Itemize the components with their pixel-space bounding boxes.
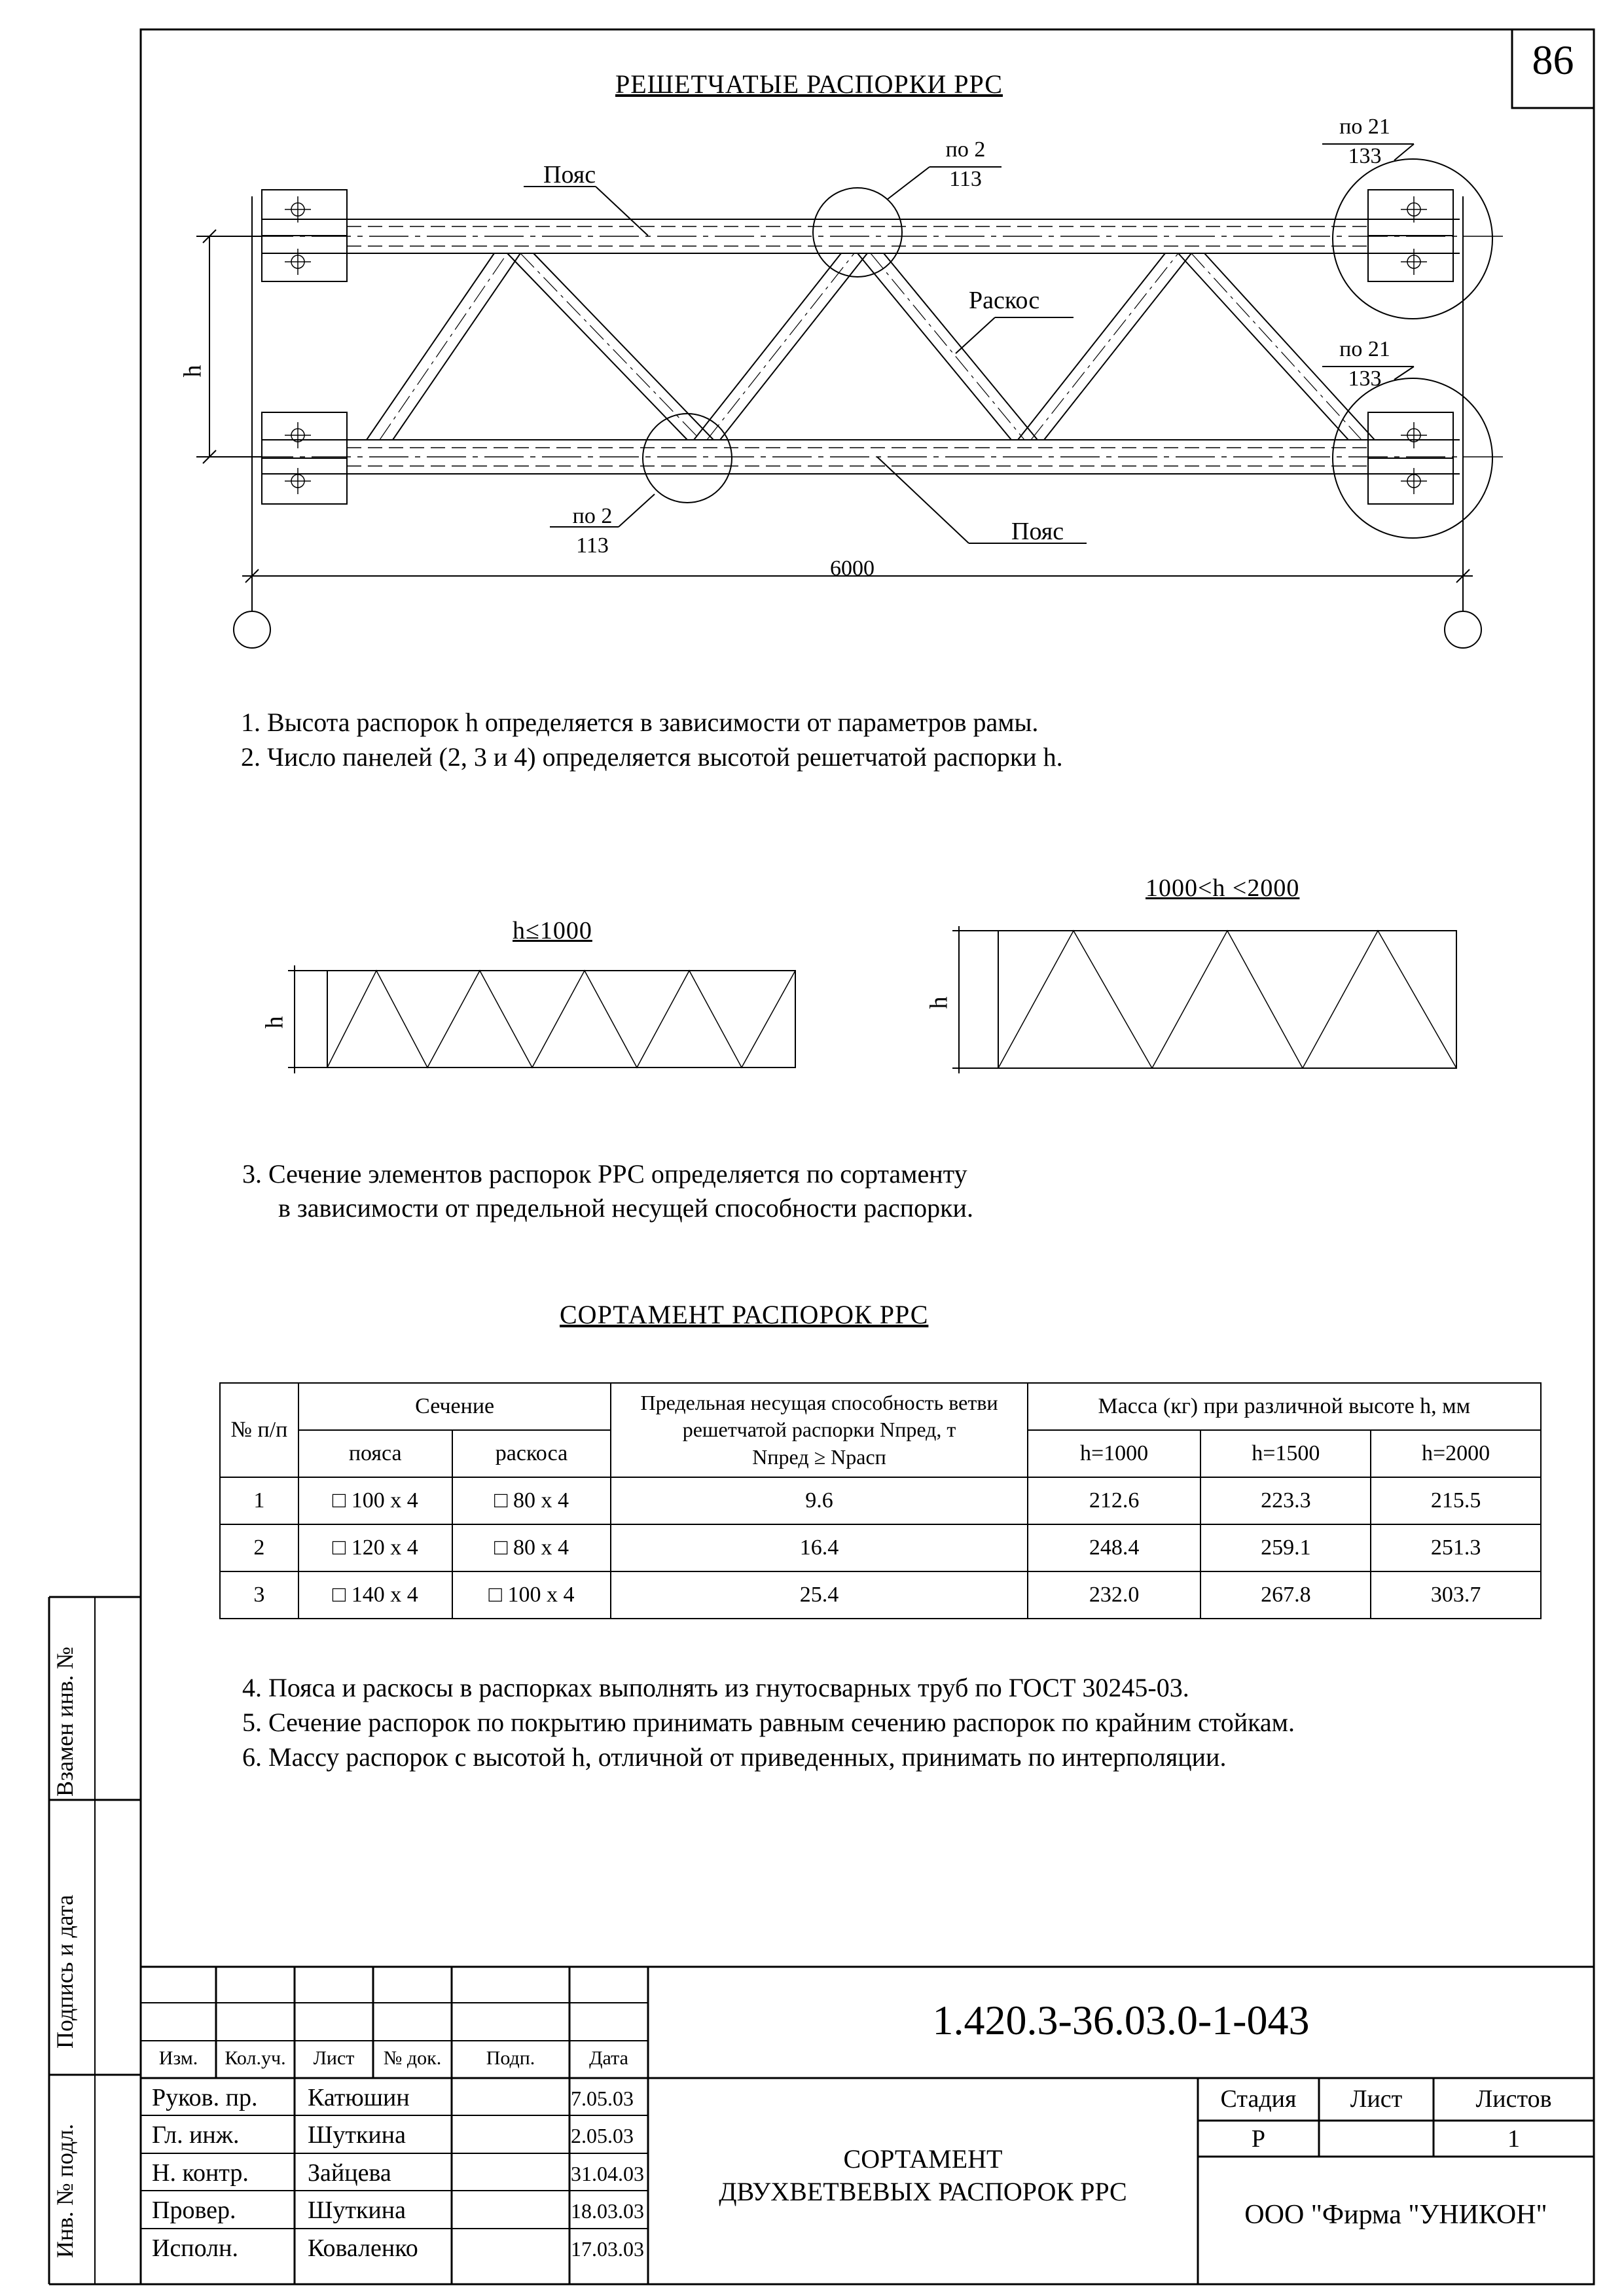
cell-capacity: 25.4 [611,1571,1027,1619]
stage-label: Стадия [1220,2085,1297,2113]
cell-mass-1500: 267.8 [1200,1571,1371,1619]
date-3: 31.04.03 [571,2162,644,2185]
note-5: 5. Сечение распорок по покрытию принимать равным сечению распорок по крайним стойкам. [242,1708,1295,1737]
date-4: 18.03.03 [571,2199,644,2223]
note-2: 2. Число панелей (2, 3 и 4) определяется высотой решетчатой распорки h. [241,742,1063,772]
sheet-title-1: СОРТАМЕНТ [843,2144,1003,2174]
stamp-header-izm: Изм. [158,2047,198,2069]
name-4: Шуткина [308,2197,406,2224]
note-3-line-2: в зависимости от предельной несущей способности распорки. [278,1193,973,1223]
col-chord-header: пояса [298,1430,452,1477]
side-label-inv: Инв. № подл. [52,2123,78,2258]
lists-label: Листов [1475,2085,1552,2113]
table-title: СОРТАМЕНТ РАСПОРОК РРС [560,1300,929,1329]
list-label: Лист [1350,2085,1403,2113]
cell-chord: □ 120 x 4 [298,1524,452,1571]
stage-value: Р [1251,2125,1266,2153]
col-h1000-header: h=1000 [1028,1430,1201,1477]
callout-bottom-mid-num: по 2 [572,504,613,528]
note-4: 4. Пояса и раскосы в распорках выполнять из гнутосварных труб по ГОСТ 30245-03. [242,1673,1189,1702]
stamp-header-date: Дата [589,2047,628,2069]
cell-mass-1500: 259.1 [1200,1524,1371,1571]
callout-right-bottom-num: по 21 [1339,337,1390,361]
role-5: Исполн. [152,2234,238,2262]
col-h1500-header: h=1500 [1200,1430,1371,1477]
date-1: 7.05.03 [571,2087,634,2110]
callout-right-bottom-sheet: 133 [1348,367,1382,391]
cell-mass-1000: 232.0 [1028,1571,1201,1619]
label-diagonal: Раскос [969,287,1040,314]
cell-chord: □ 140 x 4 [298,1571,452,1619]
span-dimension: 6000 [830,556,875,581]
cell-capacity: 16.4 [611,1524,1027,1571]
callout-top-mid-num: по 2 [945,137,986,162]
cell-mass-2000: 303.7 [1371,1571,1541,1619]
scheme-right-title: 1000<h <2000 [1146,874,1300,902]
col-section-header: Сечение [298,1383,611,1430]
cell-mass-1000: 248.4 [1028,1524,1201,1571]
role-4: Провер. [152,2197,236,2224]
col-brace-header: раскоса [452,1430,611,1477]
lists-value: 1 [1507,2125,1520,2153]
note-6: 6. Массу распорок с высотой h, отличной от приведенных, принимать по интерполяции. [242,1742,1227,1772]
label-bottom-chord: Пояс [1011,518,1064,545]
cell-num: 3 [220,1571,298,1619]
col-mass-header: Масса (кг) при различной высоте h, мм [1028,1383,1541,1430]
scheme-left-title: h≤1000 [513,917,592,944]
cell-mass-2000: 251.3 [1371,1524,1541,1571]
role-1: Руков. пр. [152,2084,258,2111]
role-2: Гл. инж. [152,2121,240,2149]
note-3-line-1: 3. Сечение элементов распорок РРС определяется по сортаменту [242,1159,967,1189]
truss-title: РЕШЕТЧАТЫЕ РАСПОРКИ РРС [615,69,1003,99]
cell-brace: □ 100 x 4 [452,1571,611,1619]
cell-capacity: 9.6 [611,1477,1027,1524]
note-1: 1. Высота распорок h определяется в зависимости от параметров рамы. [241,708,1039,737]
scheme-right-h: h [925,996,953,1009]
cell-chord: □ 100 x 4 [298,1477,452,1524]
doc-code: 1.420.3-36.03.0-1-043 [932,1997,1310,2043]
cell-mass-2000: 215.5 [1371,1477,1541,1524]
name-3: Зайцева [308,2159,391,2187]
col-capacity-header: Предельная несущая способность ветви решетчатой распорки Nпред, т Nпред ≥ Nрасп [611,1383,1027,1477]
cell-mass-1000: 212.6 [1028,1477,1201,1524]
page-number: 86 [1532,37,1574,83]
stamp-header-list: Лист [313,2047,355,2069]
side-label-podpis: Подпись и дата [52,1895,78,2049]
name-5: Коваленко [308,2234,418,2262]
side-label-vzamen: Взамен инв. № [52,1646,78,1797]
scheme-left-h: h [261,1016,289,1029]
col-num-header: № п/п [220,1383,298,1477]
cell-brace: □ 80 x 4 [452,1477,611,1524]
cell-num: 2 [220,1524,298,1571]
callout-bottom-mid-sheet: 113 [576,533,609,558]
cell-num: 1 [220,1477,298,1524]
cell-mass-1500: 223.3 [1200,1477,1371,1524]
stamp-header-podp: Подп. [486,2047,535,2069]
stamp-header-kolvo: Кол.уч. [225,2047,286,2069]
label-h: h [179,365,207,378]
cell-brace: □ 80 x 4 [452,1524,611,1571]
callout-right-top-num: по 21 [1339,115,1390,139]
date-2: 2.05.03 [571,2124,634,2147]
date-5: 17.03.03 [571,2237,644,2261]
sheet-title-2: ДВУХВЕТВЕВЫХ РАСПОРОК РРС [719,2177,1127,2206]
callout-right-top-sheet: 133 [1348,144,1382,168]
name-2: Шуткина [308,2121,406,2149]
company-name: ООО "Фирма "УНИКОН" [1244,2200,1547,2230]
label-top-chord: Пояс [543,161,596,188]
col-h2000-header: h=2000 [1371,1430,1541,1477]
stamp-header-ndoc: № док. [383,2047,442,2069]
name-1: Катюшин [308,2084,410,2111]
role-3: Н. контр. [152,2159,249,2187]
callout-top-mid-sheet: 113 [949,167,982,191]
